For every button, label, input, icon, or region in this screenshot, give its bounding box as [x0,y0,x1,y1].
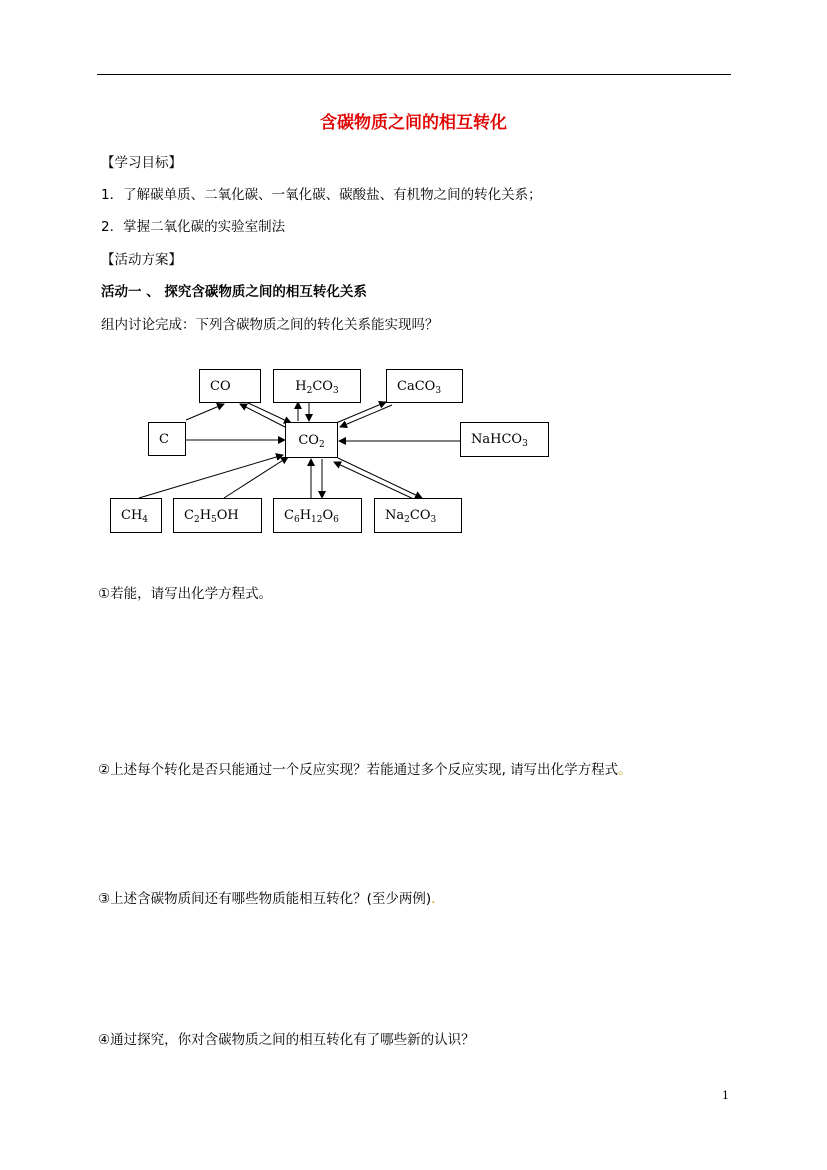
plan-header: 【活动方案】 [101,252,182,268]
node-c6h12o6: $C_6H_{12}O_6$ [273,498,362,533]
node-c: C [148,422,186,456]
page-title: 含碳物质之间的相互转化 [320,113,507,133]
activity-1-heading: 活动一 、 探究含碳物质之间的相互转化关系 [101,284,367,300]
node-nahco3: NaHCO$_3$ [460,422,549,457]
node-caco3: CaCO$_3$ [386,369,463,403]
node-h2co3: $H_2CO_3$ [273,369,361,403]
arrow-caco3-to-co2 [340,405,392,427]
node-ch4: $CH_4$ [110,498,162,533]
question-2: ②上述每个转化是否只能通过一个反应实现？若能通过多个反应实现, 请写出化学方程式。 [98,762,632,778]
arrow-co2-to-na2co3 [338,458,422,498]
arrow-co-to-co2 [246,402,291,423]
goal-1: 1．了解碳单质、二氧化碳、一氧化碳、碳酸盐、有机物之间的转化关系； [101,187,542,203]
arrow-co2-to-caco3 [336,402,386,423]
arrow-ch4-to-co2 [139,455,283,498]
goals-header: 【学习目标】 [101,155,182,171]
goal-2: 2．掌握二氧化碳的实验室制法 [101,219,286,235]
node-co2: $CO_2$ [285,422,338,458]
node-na2co3: $Na_2CO_3$ [374,498,462,533]
node-co: CO [199,369,261,403]
arrow-co2-to-co [240,404,285,427]
discussion-prompt: 组内讨论完成：下列含碳物质之间的转化关系能实现吗？ [101,317,439,333]
arrow-na2co3-to-co2 [334,462,418,501]
question-1: ①若能，请写出化学方程式。 [98,586,273,602]
question-3: ③上述含碳物质间还有哪些物质能相互转化？(至少两例). [98,891,436,907]
arrow-c-to-co [186,404,224,420]
page-number: 1 [722,1089,729,1102]
node-c2h5oh: $C_2H_5OH$ [173,498,262,533]
question-4: ④通过探究，你对含碳物质之间的相互转化有了哪些新的认识？ [98,1032,475,1048]
